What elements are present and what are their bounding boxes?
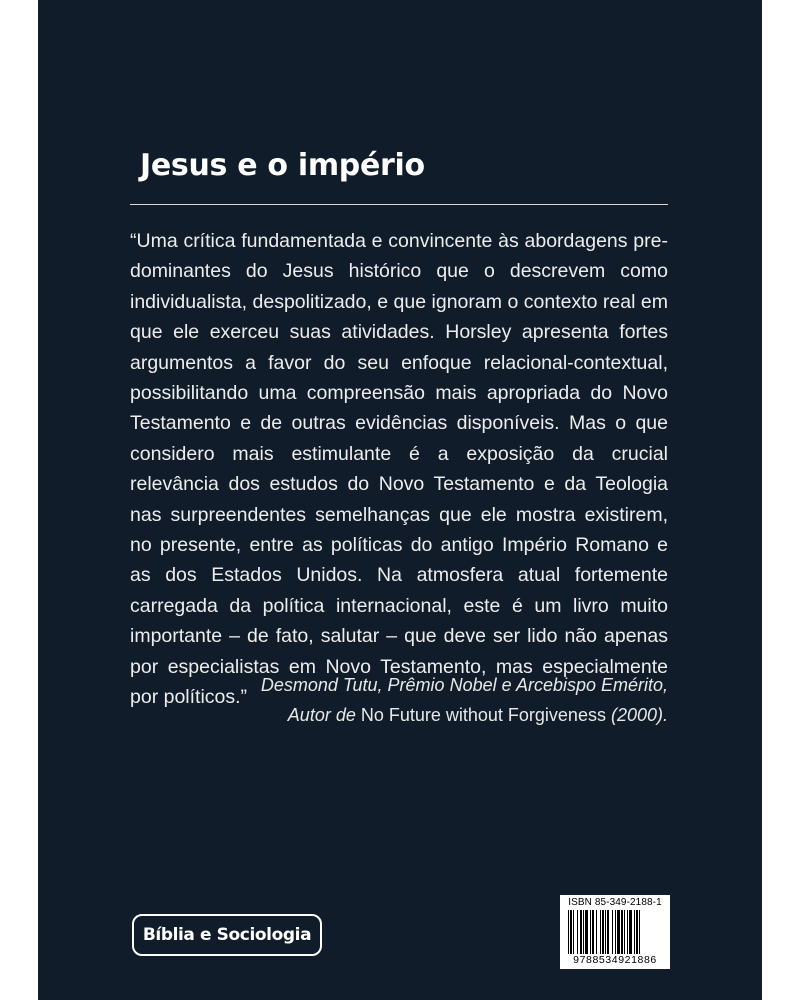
barcode-bar (636, 910, 638, 954)
barcode-bar (639, 910, 640, 954)
barcode-bar (590, 910, 591, 954)
barcode-bar (602, 910, 604, 954)
attribution-suffix: (2000). (605, 705, 668, 725)
barcode-bar (596, 910, 597, 954)
barcode-bar (592, 910, 594, 954)
barcode-bar (627, 910, 628, 954)
attribution-line-2 (130, 700, 668, 730)
barcode-bar (570, 910, 572, 954)
book-title: Jesus e o império (140, 148, 425, 183)
barcode-bar (577, 910, 578, 954)
isbn-text: ISBN 85-349-2188-1 (568, 897, 662, 908)
barcode-bar (607, 910, 609, 954)
title-divider (130, 204, 668, 205)
barcode-bar (621, 910, 623, 954)
barcode-bar (629, 910, 632, 954)
barcode-bar (615, 910, 616, 954)
cited-book-title: No Future without Forgiveness (360, 705, 606, 725)
barcode-bar (624, 910, 625, 954)
attribution-prefix: Autor de (287, 705, 361, 725)
endorsement-quote: “Uma crítica fundamentada e convincente às abordagens predominantes do Jesus histórico que o descrevem como individualista, despolitizado, e que ignoram o contexto real em que ele exerceu suas atividades. Horsley apresenta fortes argumentos a favor do seu enfoque relacional-contextual, possibilitando uma compreensão mais apropriada do Novo Testamento e de outras evidências disponíveis. Mas o que considero mais estimulante é a exposição da crucial relevância dos estudos do Novo Testamento e da Teologia nas surpreendentes semelhanças que ele mostra existirem, no presente, entre as políticas do antigo Império Romano e as dos Estados Unidos. Na atmosfera atual fortemente carregada da política internacional, este é um livro muito importante – de fato, salutar – que deve ser lido não apenas por especialistas em Novo Testamento, mas especialmente por políticos.” (130, 230, 668, 709)
barcode-bar (583, 910, 584, 954)
barcode-bar (568, 910, 569, 954)
barcode-bar (634, 910, 635, 954)
series-badge: Bíblia e Sociologia (132, 914, 322, 956)
quote-attribution (130, 670, 668, 730)
barcode-bar (580, 910, 582, 954)
barcode-bar (600, 910, 601, 954)
barcode-box (560, 895, 670, 969)
barcode-bar (617, 910, 620, 954)
barcode-bar (605, 910, 606, 954)
attribution-line-1: Desmond Tutu, Prêmio Nobel e Arcebispo Emérito, (260, 675, 668, 695)
barcode-bar (585, 910, 588, 954)
ean-digits: 9788534921886 (573, 954, 657, 966)
barcode-bar (612, 910, 613, 954)
back-cover (38, 0, 762, 1000)
barcode-bar (573, 910, 574, 954)
barcode-icon (566, 910, 664, 954)
